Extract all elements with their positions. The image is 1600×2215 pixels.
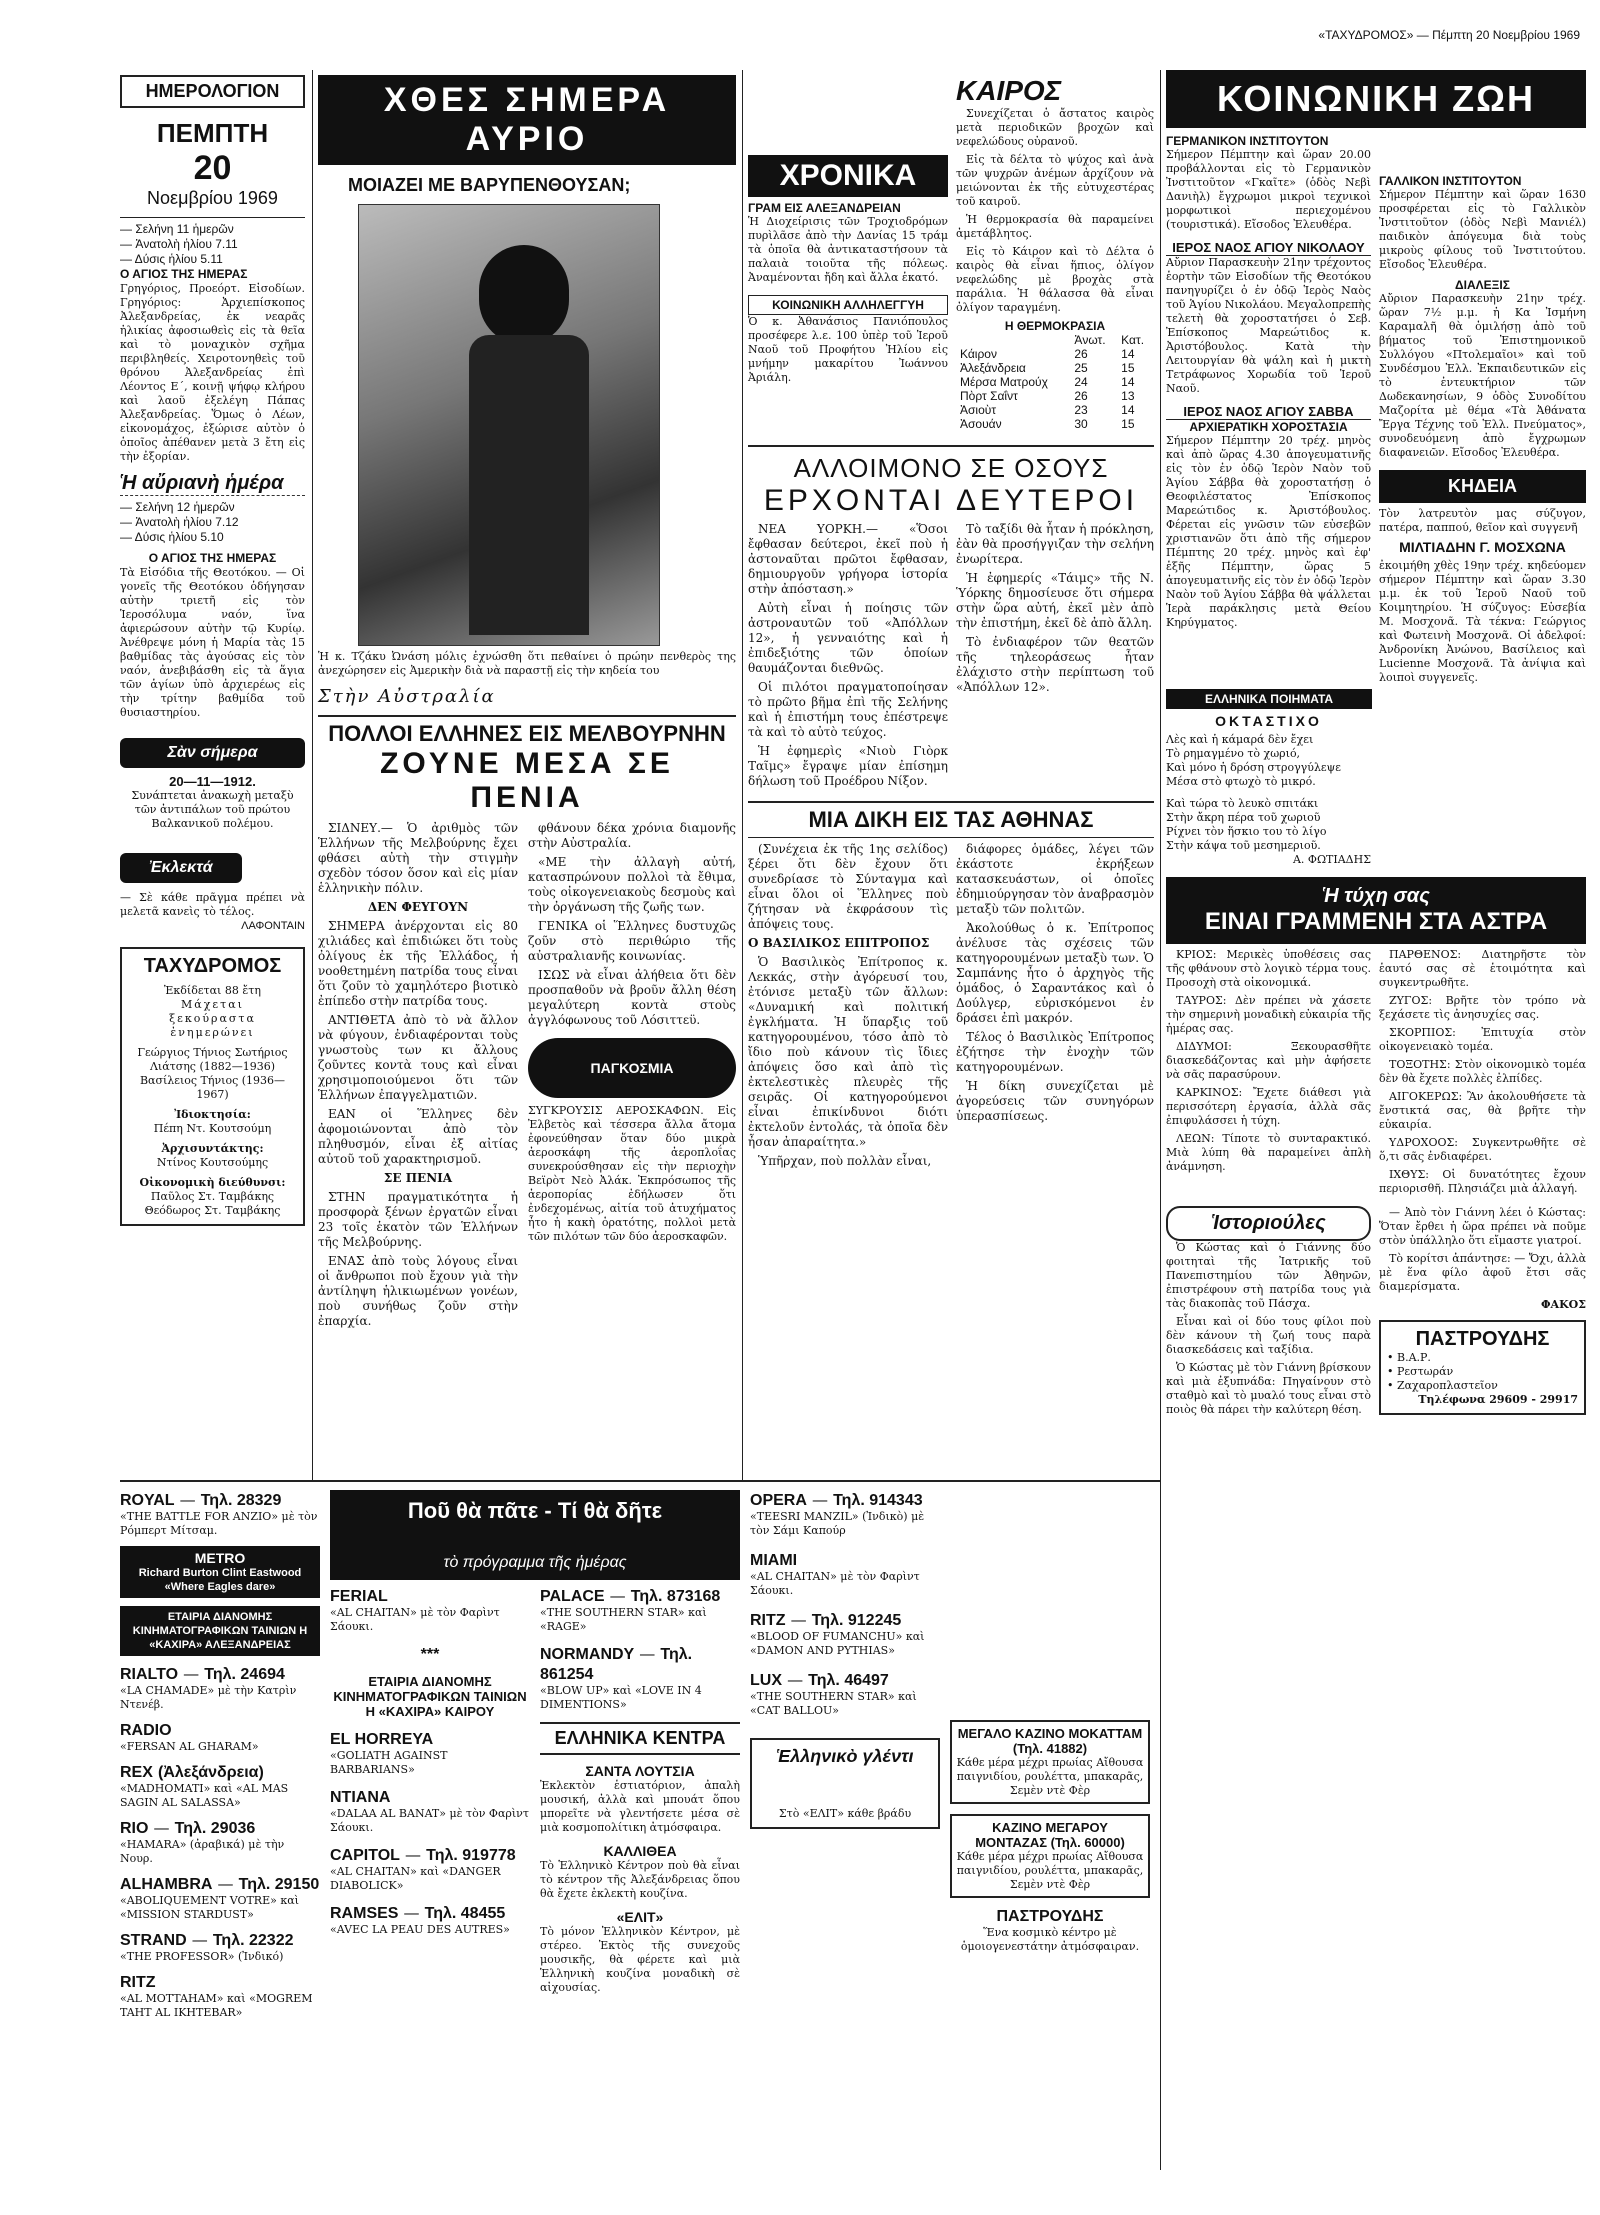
news-column-3 [748,75,1154,1173]
moon-story-a: ΝΕΑ ΥΟΡΚΗ.— «Ὅσοι ἔφθασαν δεύτεροι, ἐκεῖ ποὺ ἡ ἀστοναῦται πρῶτοι ἔφθασαν, δημιουργοῦν γρήγορα ἱστορία στὴν ἀπόσταση.» Αὐτὴ εἶναι ἡ ποίησις τῶν ἀστροναυτῶν τοῦ «Ἀπόλλων 12», ἡ γενναιότης καὶ ἡ ἐπιδεξιότης τῶν ὁποίων θαυμάζονται διεθνῶς. Οἱ πιλότοι πραγματοποίησαν τὸ πρῶτο βῆμα ἐπὶ τῆς Σελήνης καὶ ἡ ἐπιστήμη τους ἐπέστρεψε τὰ καὶ τὸ αὐτὸ τεύχος. Ἡ ἐφημερὶς «Νιοὺ Γιὸρκ Ταῖμς» ἔγραψε μίαν ἐπίσημη δήλωση τοῦ Προέδρου Νίξον. [748,522,948,788]
social-life-column [1166,70,1586,1421]
chronika-banner: ΧΡΟΝΙΚΑ [748,155,948,197]
today-list: — Σελήνη 11 ἡμερῶν — Ἀνατολὴ ἡλίου 7.11 — Δύσις ἡλίου 5.11 Ο ΑΓΙΟΣ ΤΗΣ ΗΜΕΡΑΣ [120,222,248,281]
nikolaos-title: ΙΕΡΟΣ ΝΑΟΣ ΑΓΙΟΥ ΝΙΚΟΛΑΟΥ [1166,240,1371,256]
manager-names: Παῦλος Στ. Ταμβάκης Θεόδωρος Στ. Ταμβάκης [144,1190,281,1217]
history-banner: Σὰν σήμερα [120,738,305,768]
list-item: STRAND — Τηλ. 22322 «THE PROFESSOR» (Ἰνδικό) [120,1930,294,1963]
trial-headline: ΜΙΑ ΔΙΚΗ ΕΙΣ ΤΑΣ ΑΘΗΝΑΣ [748,801,1154,838]
french-institute-title: ΓΑΛΛΙΚΟΝ ΙΝΣΤΙΤΟΥΤΟΝ [1379,174,1522,188]
cinema-banner: Ποῦ θὰ πᾶτε - Τί θὰ δῆτε τὸ πρόγραμμα τῆς ἡμέρας [330,1490,740,1580]
kallithea-title: ΚΑΛΛΙΘΕΑ [603,1843,677,1859]
astro-banner: Ἡ τύχη σας ΕΙΝΑΙ ΓΡΑΜΜΕΝΗ ΣΤΑ ΑΣΤΡΑ [1166,877,1586,944]
australia-kicker: Στὴν Αὐστραλία [318,686,496,707]
list-item: ΝΤΙΑΝΑ «DALAA AL BANAT» μὲ τὸν Φαρὶντ Σάουκι. [330,1789,529,1834]
list-item: RITZ «AL MOTTAHAM» καὶ «MOGREM TAHT AL IKHTEBAR» [120,1974,313,2019]
poem-author: Α. ΦΩΤΙΑΔΗΣ [1292,853,1371,866]
koinoniki-zoi-banner: ΚΟΙΝΩΝΙΚΗ ΖΩΗ [1166,70,1586,128]
almanac-day: ΠΕΜΠΤΗ [156,118,269,148]
list-item: LUX — Τηλ. 46497 «THE SOUTHERN STAR» καὶ «CAT BALLOU» [750,1670,917,1717]
cinema-right [750,1490,1150,1954]
list-item: OPERA — Τηλ. 914343 «TEESRI MANZIL» (Ἰνδικὸ) μὲ τὸν Σάμι Καπούρ [750,1490,925,1537]
tomorrow-list: — Σελήνη 12 ἡμερῶν — Ἀνατολὴ ἡλίου 7.12 — Δύσις ἡλίου 5.10 Ο ΑΓΙΟΣ ΤΗΣ ΗΜΕΡΑΣ [120,500,277,565]
almanac-column [120,75,305,1226]
photo-jackie-onassis [358,204,660,646]
pastroudis-ad: ΠΑΣΤΡΟΥΔΗΣ • Β.Α.Ρ. • Ρεστωράν • Ζαχαροπλαστεῖον Τηλέφωνα 29609 - 29917 [1379,1320,1586,1415]
list-item: EL HORREYA «GOLIATH AGAINST BARBARIANS» [330,1731,448,1776]
gram-title: ΓΡΑΜ ΕΙΣ ΑΛΕΞΑΝΔΡΕΙΑΝ [748,201,901,215]
poems-banner: ΕΛΛΗΝΙΚΑ ΠΟΙΗΜΑΤΑ [1166,689,1372,709]
editor-name: Ντίνος Κουτσούμης [156,1156,269,1169]
cinema-left [120,1490,320,2028]
trial-story-a: (Συνέχεια ἐκ τῆς 1ης σελίδος) ξέρει ὅτι δὲν ἔχουν ὅτι συνεδρίασε τὸ Σύνταγμα καὶ εἶναι ὅλοι οἱ Ἕλληνες ποὺ ζήτησαν νὰ ἐκφράσουν τὶς ἀπόψεις τους. Ο ΒΑΣΙΛΙΚΟΣ ΕΠΙΤΡΟΠΟΣ Ὁ Βασιλικὸς Ἐπίτροπος κ. Λεκκάς, στὴν ἀγόρευσί του, ἐτόνισε μεταξὺ τῶν ἄλλων: «Δυναμική καὶ πολιτική ἐγκλήματα. Ἡ ὕπαρξις τοῦ κατηγορουμένου, τόσο ἀπὸ τὸ ἴδιο ποὺ κάνουν τὶς ἴδιες ἀπόψεις ὅσο καὶ ἀπὸ τὶς ἐκτελεστικὲς πλευρὲς τῆς σειρᾶς. Οἱ κατηγορούμενοι εἶναι ἐπικίνδυνοι διότι ἐκτελοῦν ἐντολάς, τὰ ὁποῖα δὲν ἦσαν ἀπαραίτητα.» Ὑπῆρχαν, ποὺ πολλὰν εἶναι, [748,842,948,1168]
story-banner: Ἱστοριούλες [1166,1206,1371,1241]
savvas-title: ΙΕΡΟΣ ΝΑΟΣ ΑΓΙΟΥ ΣΑΒΒΑ [1166,404,1371,420]
astro-a: ΚΡΙΟΣ: Μερικὲς ὑποθέσεις σας τῆς φθάνουν στὸ λογικὸ τέρμα τους. Προσοχὴ στὰ οἰκονομικά. ΤΑΥΡΟΣ: Δὲν πρέπει νὰ χάσετε τὴν σημερινὴ μοναδικὴ εὐκαιρία τῆς ἡμέρας σας. ΔΙΔΥΜΟΙ: Ξεκουρασθῆτε διασκεδάζοντας καὶ μὴν ἀφήσετε νὰ σᾶς παρασύρουν. ΚΑΡΚΙΝΟΣ: Ἔχετε διάθεσι γιὰ περισσότερη ἐργασία, ἀλλὰ σᾶς ἐπιφυλάσσει ἡ τύχη. ΛΕΩΝ: Τίποτε τὸ συνταρακτικό. Μιὰ λύπη θὰ παραμείνει ἀπλὴ ἀνάμνηση. [1166,948,1371,1173]
ellinika-kentra-title: ΕΛΛΗΝΙΚΑ ΚΕΝΤΡΑ [540,1722,740,1755]
list-item: REX (Ἀλεξάνδρεια) «MADHOMATI» καὶ «AL MAS SAGIN AL SALASSA» [120,1764,289,1809]
table-row: Ἀσουάν 30 15 [960,417,1135,431]
weather-title: ΚΑΙΡΟΣ [956,75,1062,106]
history-date: 20—11—1912. [169,774,256,789]
table-row: Πὸρτ Σαΐντ 26 13 [960,389,1135,403]
list-item: RADIO «FERSAN AL GHARAM» [120,1722,259,1753]
list-item: PALACE — Τηλ. 873168 «THE SOUTHERN STAR» καὶ «RAGE» [540,1586,721,1633]
casino1-ad: ΜΕΓΑΛΟ ΚΑΖΙΝΟ ΜΟΚΑΤΤΑΜ (Τηλ. 41882) Κάθε μέρα μέχρι πρωίας Αἴθουσα παιγνιδίου, ρουλέττα, μπακαρᾶς, Σεμὲν ντὲ Φὲρ [950,1720,1150,1804]
story-text-cont: — Ἀπὸ τὸν Γιάννη λέει ὁ Κώστας: Ὅταν ἔρθει ἡ ὥρα πρέπει νὰ ποῦμε στὸν ὑπάλληλο ὅτι εἴμαστε γιατροί. Τὸ κορίτσι ἀπάντησε: — Ὄχι, ἀλλὰ μὲ ἕνα φίλο ἀφοῦ ἔτσι σᾶς διαμερίσματα. [1379,1206,1586,1293]
moon-headline-1: ΑΛΛΟΙΜΟΝΟ ΣΕ ΟΣΟΥΣ [748,445,1154,484]
running-head: «ΤΑΧΥΔΡΟΜΟΣ» — Πέμπτη 20 Νοεμβρίου 1969 [1318,28,1580,42]
today-saint-text: Γρηγόριος, Προεόρτ. Εἰσοδίων. Γρηγόριος: Ἀρχιεπίσκοπος Ἀλεξανδρείας, ἐκ νεαρᾶς ἡλικίας ἀφοσιωθεὶς εἰς τὰ θεῖα καὶ τὸ μοναχικὸν σχῆμα περιβληθείς. Χειροτονηθεὶς τοῦ θρόνου Ἀλεξανδρείας ἐπὶ Λέοντος Ε΄, κοινῇ ψήφῳ κλήρου καὶ λαοῦ ἐξελέγη Πάπας Ἀλεξανδρείας. Ὅμως ὁ Λέων, εἰκονομάχος, ἐξώρισε αὐτὸν ὁ ὁποῖος ἀπέθανεν μετὰ 3 ἔτη εἰς τὴν ἐξορίαν. [120,282,305,463]
tomorrow-saint-text: Τὰ Εἰσόδια τῆς Θεοτόκου. — Οἱ γονεῖς τῆς Θεοτόκου ὁδήγησαν αὐτὴν τριετῆ εἰς τὸν Ἱεροσόλυμα ναόν, ἵνα ἀφιερώσουν αὐτὴν τῷ Κυρίῳ. Ἀνέθρεψε μόνη ἡ Μαρία τὰς 15 βαθμίδας τὰς ἀγούσας εἰς τὸν ναόν, ἀνεβιβάσθη εἰς τὰ ἅγια τῶν ἁγίων ὑπὸ ἀρχιερέως εἰς τὴν τρίτην βαθμίδα τοῦ θυσιαστηρίου. [120,566,305,719]
list-item: FERIAL «AL CHAITAN» μὲ τὸν Φαρὶντ Σάουκι. [330,1588,500,1633]
social-title: ΚΟΙΝΩΝΙΚΗ ΑΛΛΗΛΕΓΓΥΗ [748,295,948,315]
poem-title: ΟΚΤΑΣΤΙΧΟ [1215,713,1322,729]
list-item: ΕΤΑΙΡΙΑ ΔΙΑΝΟΜΗΣ ΚΙΝΗΜΑΤΟΓΡΑΦΙΚΩΝ ΤΑΙΝΙΩΝ Η «ΚΑΧΙΡΑ» ΑΛΕΞΑΝΔΡΕΙΑΣ [120,1606,320,1656]
photo-caption: Ἡ κ. Τζάκυ Ὠνάση μόλις ἐχνώσθη ὅτι πεθαίνει ὁ πρώην πενθερὸς της ἀνεχώρησεν εἰς Ἀμερικὴν διὰ νὰ παραστῇ εἰς τὴν κηδεία του [318,650,736,677]
australia-headline-2: ΖΟΥΝΕ ΜΕΣΑ ΣΕ ΠΕΝΙΑ [380,747,674,814]
funeral-banner: ΚΗΔΕΙΑ [1379,470,1586,503]
australia-story-a: ΣΙΔΝΕΥ.— Ὁ ἀριθμὸς τῶν Ἑλλήνων τῆς Μελβούρνης ἔχει φθάσει αὐτὴ τὴν στιγμὴν σχεδὸν τόσον ὅσον καὶ εἰς μίαν ἑλληνικὴν πόλιν. ΔΕΝ ΦΕΥΓΟΥΝ ΣΗΜΕΡΑ ἀνέρχονται εἰς 80 χιλιάδες καὶ ἐπιδιώκει ὅτι τοὺς ὀλίγους ἐκ τῆς Ἑλλάδος, ἡ νοοθετημένη πατρίδα τους εἶναι ὅτι ζοῦν τὸ χαμηλότερο βιοτικὸ ἐπίπεδο στὴν πατρίδα τους. ΑΝΤΙΘΕΤΑ ἀπὸ τὸ νὰ ἄλλον νὰ φύγουν, ἐνδιαφέρονται τοὺς γνωστοὺς των κι ἄλλους ζοῦντες κοντὰ τους καὶ εἶναι χρησιμοποιούμενοι ὅτι τῶν Ἑλλήνων ἐπαγγελματιῶν. ΕΑΝ οἱ Ἕλληνες δὲν ἀφομοιώνονται ἀπὸ τὸν πληθυσμόν, εἶναι ἐξ αἰτίας αὐτοῦ τοῦ χαρακτηρισμοῦ. ΣΕ ΠΕΝΙΑ ΣΤΗΝ πραγματικότητα ἡ προσφορὰ ξένων ἐργατῶν εἶναι 23 τοῖς ἑκατὸν τῶν Ἑλλήνων τῆς Μελβούρνης. ΕΝΑΣ ἀπὸ τοὺς λόγους εἶναι οἱ ἄνθρωποι ποὺ ἔχουν γιὰ τὴν ἀντίληψη ἡλικιωμένων γονέων, ποὺ συνήθως ζοῦν στὴν ἐπαρχία. [318,821,518,1328]
list-item: MIAMI «AL CHAITAN» μὲ τὸν Φαρὶντ Σάουκι. [750,1552,920,1597]
funeral-intro: Τὸν λατρευτὸν μας σύζυγον, πατέρα, παππού, θεῖον καὶ συγγενῆ [1379,507,1586,534]
temp-title: Η ΘΕΡΜΟΚΡΑΣΙΑ [1004,319,1106,333]
german-institute-text: Σήμερον Πέμπτην καὶ ὥραν 20.00 προβάλλονται εἰς τὸ Γερμανικὸν Ἰνστιτοῦτον «Γκαῖτε» (ὁδὸς Νεβὶ Δανιὴλ) ἔγχρωμοι μικροὶ τεχνικοὶ μορφωτικοὶ περιεχομένου (τουριστικά). Εἴσοδος Ἐλευθέρα. [1166,148,1371,231]
founders: Γεώργιος Τήνιος Σωτήριος Λιάτσης (1882—1936) [137,1046,288,1073]
list-item: ALHAMBRA — Τηλ. 29150 «ABOLIQUEMENT VOTRE» καὶ «MISSION STARDUST» [120,1874,320,1921]
moon-headline-2: ΕΡΧΟΝΤΑΙ ΔΕΥΤΕΡΟΙ [763,484,1139,517]
list-item: ΕΤΑΙΡΙΑ ΔΙΑΝΟΜΗΣ ΚΙΝΗΜΑΤΟΓΡΑΦΙΚΩΝ ΤΑΙΝΙΩΝ Η «ΚΑΧΙΡΑ» ΚΑΙΡΟΥ [333,1674,527,1719]
table-row: Κάιρον 26 14 [960,347,1135,361]
history-text: Συνάπτεται ἀνακωχὴ μεταξὺ τῶν ἀντιπάλων τοῦ πρώτου Βαλκανικοῦ πολέμου. [131,789,294,830]
astro-b: ΠΑΡΘΕΝΟΣ: Διατηρῆστε τὸν ἑαυτό σας σὲ ἑτοιμότητα καὶ συγκεντρωθῆτε. ΖΥΓΟΣ: Βρῆτε τὸν τρόπο νὰ ξεχάσετε τὶς ἀνησυχίες σας. ΣΚΟΡΠΙΟΣ: Ἐπιτυχία στὸν οἰκογενειακὸ τομέα. ΤΟΞΟΤΗΣ: Στὸν οἰκονομικὸ τομέα δὲν θὰ ἔχετε πολλὲς ἐλπίδες. ΑΙΓΟΚΕΡΩΣ: Ἂν ἀκολουθήσετε τὰ ἔνστικτά σας, θὰ βρῆτε τὴν εὐκαιρία. ΥΔΡΟΧΟΟΣ: Συγκεντρωθῆτε σὲ ὅ,τι σᾶς ἐνδιαφέρει. ΙΧΘΥΣ: Οἱ δυνατότητες ἔχουν περιορισθῆ. Πλησιάζει μιὰ ἀλλαγή. [1379,948,1586,1195]
airline-logo: ΠΑΓΚΟΣΜΙΑ [528,1038,736,1098]
funeral-text: ἐκοιμήθη χθὲς 19ην τρέχ. κηδεύομεν σήμερον Πέμπτην καὶ ὥραν 3.30 μ.μ. ἐκ τοῦ Ἱεροῦ Ναοῦ τοῦ Κοιμητηρίου. Ἡ σύζυγος: Εὐσεβία Μ. Μοσχονᾶ. Τὰ τέκνα: Γεώργιος καὶ Φωτεινὴ Μοσχονᾶ. Οἱ ἀδελφοί: Ἀνδρονίκη Ἀνώνου, Βασίλειος καὶ Lucienne Μοσχονᾶ. Τὰ ἀνίψια καὶ λοιποὶ συγγενεῖς. [1379,559,1586,684]
story-author: ΦΑΚΟΣ [1540,1298,1586,1311]
xthes-simera-avrio-banner: ΧΘΕΣ ΣΗΜΕΡΑ ΑΥΡΙΟ [318,75,736,165]
kallithea-text: Τὸ Ἑλληνικὸ Κέντρον ποὺ θὰ εἶναι τὸ κέντρον τῆς Ἀλεξάνδρειας ὅπου θὰ ἔχετε ἐκλεκτὴ κουζίνα. [540,1859,740,1900]
glenti-ad: Ἑλληνικὸ γλέντι Στὸ «ΕΛΙΤ» κάθε βράδυ [750,1738,940,1829]
santa-lucia-title: ΣΑΝΤΑ ΛΟΥΤΣΙΑ [585,1763,695,1779]
gram-text: Ἡ Διοχείρισις τῶν Τροχιοδρόμων πυρὶλᾶσε ἀπὸ τὴν Δανίας 15 τράμ τὰ ὁποῖα θὰ ἀντικαταστήσουν τὰ παλαιὰ τοιοῦτα τῆς πόλεως. Ἀναμένονται ἤδη καὶ ἄλλα ἑκατό. [748,215,948,284]
french-institute-text: Σήμερον Πέμπτην καὶ ὥραν 1630 προσφέρεται εἰς τὸ Γαλλικὸν Ἰνστιτοῦτον (ὁδὸς Νεβὶ Μανιέλ) παιδικὸν ἀπόγευμα διὰ τοὺς μικροὺς φίλους τοῦ Ἰνστιτούτου. Εἴσοδος Ἐλευθέρα. [1379,188,1586,271]
elit-text: Τὸ μόνον Ἑλληνικὸν Κέντρον, μὲ στέρεο. Ἐκτὸς τῆς συνεχοῦς μουσικῆς, θὰ φέρετε καὶ μιὰ Ἑλληνικὴ κουζίνα μοναδικὴ σὲ αἰχουσίας. [540,1925,740,1994]
nikolaos-text: Αὔριον Παρασκευὴν 21ην τρέχοντος ἑορτὴν τῶν Εἰσοδίων τῆς Θεοτόκου πανηγυρίζει ὁ ἐν ὁδῷ Ἱερὸς Ναὸς τοῦ Ἁγίου Νικολάου. Μεγαλοπρεπὴς τελετὴ θὰ χοροστατήσει ὁ Σεβ. Ἐπίσκοπος Μαρεώτιδος κ. Ἀριστόβουλος. Κατὰ τὴν Λειτουργίαν θὰ ψάλη καὶ ἡ μικτὴ Τετράφωνος Χορωδία τοῦ Ἱεροῦ Ναοῦ. [1166,256,1371,395]
santa-lucia-text: Ἐκλεκτὸν ἑστιατόριον, ἀπαλὴ μουσική, ἀλλὰ καὶ μπουάτ ὅπου μπορεῖτε νὰ γλεντήσετε μέσα σὲ μιὰ κοσμοπολίτικη ἀτμόσφαιρα. [540,1779,740,1834]
funeral-name: ΜΙΛΤΙΑΔΗΝ Γ. ΜΟΣΧΩΝΑ [1399,539,1566,555]
masthead-box: ΤΑΧΥΔΡΟΜΟΣ Ἐκδίδεται 88 ἔτη Μάχεται ξεκούραστα ἐνημερώνει Γεώργιος Τήνιος Σωτήριος Λιάτσης (1882—1936) Βασίλειος Τήνιος (1936—1967) Ἰδιοκτησία: Πέπη Ντ. Κουτσούμη Ἀρχισυντάκτης: Ντίνος Κουτσούμης Οἰκονομικὴ διεύθυνσι: Παῦλος Στ. Ταμβάκης Θεόδωρος Στ. Ταμβάκης [120,947,305,1226]
savvas-text: Σήμερον Πέμπτην 20 τρέχ. μηνὸς καὶ ἀπὸ ὥρας 4.30 ἀπογευματινῆς εἰς τὸν ἐν ὁδῷ Ἱερὸν Ναὸν τοῦ Ἁγίου Σάββα θὰ χοροστατήσῃ ὁ Θεοφιλέστατος Ἐπίσκοπος Μαρεώτιδος κ. Ἀριστόβουλος. Φέρεται εἰς γνῶσιν τῶν εὐσεβῶν χριστιανῶν ὅτι ἀπὸ τῆς σήμερον Πέμπτης 20 τρέχ. μηνὸς καὶ ἐφ' ἑξῆς Πέμπτην, ὥρας 5 ἀπογευματινῆς εἰς τὸν ἐν ὁδῷ Ἱερὸν Ναὸν τοῦ Ἁγίου Σάββα θὰ ψάλλεται Ἱερὰ παράκλησις μετὰ Θείου Κηρύγματος. [1166,434,1371,629]
cinema-center [330,1490,740,1995]
savvas-sub: ΑΡΧΙΕΡΑΤΙΚΗ ΧΟΡΟΣΤΑΣΙΑ [1189,420,1348,434]
poem-lines: Λὲς καὶ ἡ κάμαρά δὲν ἔχει Τὸ ρημαγμένο τὸ χωριό, Καὶ μόνο ἡ δρόση στρογγύλεψε Μέσα στὸ φτωχὸ τὸ μικρό. Καὶ τώρα τὸ λευκὸ σπιτάκι Στὴν ἄκρη πέρα τοῦ χωριοῦ Ρίχνει τὸν ἥσκιο του τὸ λίγο Στὴν κάψα τοῦ μεσημεριοῦ. [1166,733,1341,852]
almanac-date: 20 [193,149,232,187]
casino2-ad: ΚΑΖΙΝΟ ΜΕΓΑΡΟΥ ΜΟΝΤΑΖΑΣ (Τηλ. 60000) Κάθε μέρα μέχρι πρωίας Αἴθουσα παιγνιδίου, ρουλέττα, μπακαρᾶς, Σεμὲν ντὲ Φὲρ [950,1814,1150,1898]
social-text: Ὁ κ. Ἀθανάσιος Πανιόπουλος προσέφερε λ.ε. 100 ὑπὲρ τοῦ Ἱεροῦ Ναοῦ τοῦ Προφήτου Ἠλίου εἰς μνήμην μακαρίτου Ἰωάννου Ἀριάλη. [748,315,948,384]
lecture-title: ΔΙΑΛΕΞΙΣ [1455,278,1510,292]
table-row: Ἀλεξάνδρεια 25 15 [960,361,1135,375]
list-item: CAPITOL — Τηλ. 919778 «AL CHAITAN» καὶ «DANGER DIABOLICK» [330,1845,516,1892]
list-item: RITZ — Τηλ. 912245 «BLOOD OF FUMANCHU» καὶ «DAMON AND PYTHIAS» [750,1610,925,1657]
almanac-month: Νοεμβρίου 1969 [147,188,278,208]
pastroudis-title: ΠΑΣΤΡΟΥΔΗΣ [996,1908,1104,1925]
list-item: *** [420,1646,440,1663]
news-column-2 [318,75,736,1333]
moon-story-b: Τὸ ταξίδι θὰ ἦταν ἡ πρόκληση, ἐὰν θὰ προσήγγιζαν τὴν σελήνη ἐνωρίτερα. Ἡ ἐφημερίς «Τάιμς» τῆς Ν. Ὑόρκης δημοσίευσε ὅτι σήμερα στὴν ὥρα αὐτή, ἐκεῖ μὲν ἀπὸ τὴν ἐπιστήμη, ἐκεῖ δὲ ἀπὸ ἄλλη. Τὸ ἐνδιαφέρον τῶν θεατῶν τῆς τηλεοράσεως ἦταν ἐλάχιστο στὴν περίπτωση τοῦ «Ἀπόλλων 12». [956,522,1154,694]
list-item: RAMSES — Τηλ. 48455 «AVEC LA PEAU DES AUTRES» [330,1903,510,1936]
tomorrow-header: Ἡ αὔριανὴ ἡμέρα [120,472,305,496]
airline-story: ΣΥΓΚΡΟΥΣΙΣ ΑΕΡΟΣΚΑΦΩΝ. Εἰς Ἐλβετὸς καὶ τέσσερα ἄλλα ἄτομα ἐφονεύθησαν ὅταν δύο μικρὰ ἀεροσκάφη τῆς ἀεροπλοΐας συνεκρούσθησαν εἰς τὴν περιοχὴν Βεϊρὸτ Νεὸ Ἀλάκ. Ἐκπρόσωπος τῆς ἀεροπορίας ἐδήλωσεν ὅτι ἐνδεχομένως, αἰτία τοῦ ἀτυχήματος ἦτο ἡ κακὴ ὁρατότης, πολλοὶ μετὰ τῶν πιλότων τῶν δύο ἀεροσκαφῶν. [528,1104,736,1243]
table-row: Ἀσιοὺτ 23 14 [960,403,1135,417]
quote-author: ΛΑΦΟΝΤΑΙΝ [241,920,305,932]
story-text: Ὁ Κώστας καὶ ὁ Γιάννης δύο φοιτηταὶ τῆς Ἰατρικῆς τοῦ Πανεπιστημίου τῶν Ἀθηνῶν, ἐπιστρέφουν στὴ πατρίδα τους γιὰ τὰς διακοπὰς τοῦ Πάσχα. Εἶναι καὶ οἱ δύο τους φίλοι ποὺ δὲν κάνουν τὴ ζωή τους παρὰ διασκεδάσεις καὶ ταξίδια. Ὁ Κώστας μὲ τὸν Γιάννη βρίσκουν καὶ μιὰ ἐξυπνάδα: Πηγαίνουν στὸ σταθμὸ καὶ τὸ μυαλό τους εἶναι στὸ ποιὸς θὰ πάρει τὴν καλύτερη θέση. [1166,1241,1371,1416]
weather-text: Συνεχίζεται ὁ ἄστατος καιρὸς μετὰ περιοδικῶν βροχῶν καὶ νεφελώδους οὐρανοῦ. Εἰς τὰ δέλτα τὸ ψύχος καὶ ἀνὰ τῶν ψυχρῶν ἀνέμων ἀρχίζουν νὰ μειώνονται ἐκ τῆς εὐτυχεστέρας τοῦ καιροῦ. Ἡ θερμοκρασία θὰ παραμείνει ἀμετάβλητος. Εἰς τὸ Κάιρον καὶ τὸ Δέλτα ὁ καιρὸς θὰ εἶναι ἥπιος, ὀλίγον νεφελώδης μὲ βροχὰς στὰ παράλια. Ἡ θάλασσα θὰ εἶναι ὀλίγον ταραγμένη. [956,107,1154,314]
list-item: NORMANDY — Τηλ. 861254 «BLOW UP» καὶ «LOVE IN 4 DIMENTIONS» [540,1644,702,1711]
australia-story-b: φθάνουν δέκα χρόνια διαμονῆς στὴν Αὐστραλία. «ΜΕ τὴν ἀλλαγὴ αὐτή, κατασπρώνουν πολλοὶ τὰ ἔθιμα, τοὺς οἰκογενειακοὺς δεσμοὺς καὶ τὴν ὀργάνωση τῆς ζωῆς των. ΓΕΝΙΚΑ οἱ Ἕλληνες δυστυχῶς ζοῦν στὸ περιθώριο τῆς αὐστραλιανῆς κοινωνίας. ΙΣΩΣ νὰ εἶναι ἀλήθεια ὅτι δὲν προσπαθοῦν νὰ βροῦν ἄλλη θέση μεγαλύτερη κοντὰ στοὺς ἀγγλόφωνους τοῦ Λόσιττεϋ. [528,821,736,1027]
owner-name: Πέπη Ντ. Κουτσούμη [153,1122,272,1135]
german-institute-title: ΓΕΡΜΑΝΙΚΟΝ ΙΝΣΤΙΤΟΥΤΟΝ [1166,134,1329,148]
elit-title: «ΕΛΙΤ» [616,1909,664,1925]
list-item: METRO Richard Burton Clint Eastwood «Where Eagles dare» [120,1546,320,1598]
masthead-title: ΤΑΧΥΔΡΟΜΟΣ [143,955,282,977]
pastroudis-text: Ἕνα κοσμικὸ κέντρο μὲ ὁμοιογενεστάτην ἀτμόσφαιραν. [960,1926,1140,1953]
australia-headline-1: ΠΟΛΛΟΙ ΕΛΛΗΝΕΣ ΕΙΣ ΜΕΛΒΟΥΡΝΗΝ [318,715,736,747]
temp-table: Ἀνωτ. Κατ. Κάιρον 26 14 Ἀλεξάνδρεια 25 15 Μέρσα Ματρούχ 24 14 Πὸρτ Σαΐντ 26 13 Ἀσιοὺτ 23 14 Ἀσουάν 30 15 [956,333,1154,431]
quote-banner: Ἐκλεκτά [120,853,242,883]
quote-text: — Σὲ κάθε πρᾶγμα πρέπει νὰ μελετᾶ κανεὶς τὸ τέλος. [120,891,305,918]
owner-history: Βασίλειος Τήνιος (1936—1967) [139,1074,286,1101]
photo-headline: ΜΟΙΑΖΕΙ ΜΕ ΒΑΡΥΠΕΝΘΟΥΣΑΝ; [348,175,631,195]
list-item: RIALTO — Τηλ. 24694 «LA CHAMADE» μὲ τὴν Κατρὶν Ντενέβ. [120,1664,297,1711]
almanac-header: ΗΜΕΡΟΛΟΓΙΟΝ [120,75,305,108]
lecture-text: Αὔριον Παρασκευὴν 21ην τρέχ. ὥραν 7½ μ.μ. ἡ Κα Ἰσμήνη Καραμαλῆ θὰ ὁμιλήσῃ ἀπὸ τοῦ βήματος τοῦ Ἐπιστημονικοῦ Συλλόγου «Πτολεμαῖοι» καὶ τοῦ Συνδέσμου Ἑλλ. Ἐκπαιδευτικῶν εἰς τὸ ἐντευκτήριον τῶν Δωδεκανησίων, 9 ὁδὸς Συνοδίτου Μαζορίτα μὲ θέμα «Τὰ Ἀθάνατα Ἔργα Τέχνης τοῦ Ἑλλ. Πνεύματος», συνοδευόμενη ἀπὸ ἔγχρωμων διαφανειῶν. Εἴσοδος Ἐλευθέρα. [1379,292,1586,459]
trial-story-b: διάφορες ὁμάδες, λέγει τῶν ἐκάστοτε ἐκρήξεων κατασκευάστων, οἱ ὁποῖες ἐδημιούργησαν τὸν ἀναβρασμὸν μεταξὺ τῶν πολιτῶν. Ἀκολούθως ὁ κ. Ἐπίτροπος ἀνέλυσε τὰς σχέσεις τῶν κατηγορουμένων μεταξὺ των. Ὁ Σαμπάνης ἦτο ὁ ἀρχηγὸς τῆς ὁμάδος, ὁ Σαραντάκος καὶ ὁ Δούλγερ, εὐρισκόμενοι ἐν δράσει ἐπὶ μακρόν. Τέλος ὁ Βασιλικὸς Ἐπίτροπος ἐζήτησε τὴν ἐνοχὴν τῶν κατηγορουμένων. Ἡ δίκη συνεχίζεται μὲ ἀγορεύσεις τῶν συνηγόρων ὑπερασπίσεως. [956,842,1154,1123]
list-item: ROYAL — Τηλ. 28329 «THE BATTLE FOR ANZIO» μὲ τὸν Ρόμπερτ Μίτσαμ. [120,1490,318,1537]
list-item: RIO — Τηλ. 29036 «HAMARA» (ἀραβικά) μὲ τὴν Νουρ. [120,1818,285,1865]
table-row: Μέρσα Ματρούχ 24 14 [960,375,1135,389]
